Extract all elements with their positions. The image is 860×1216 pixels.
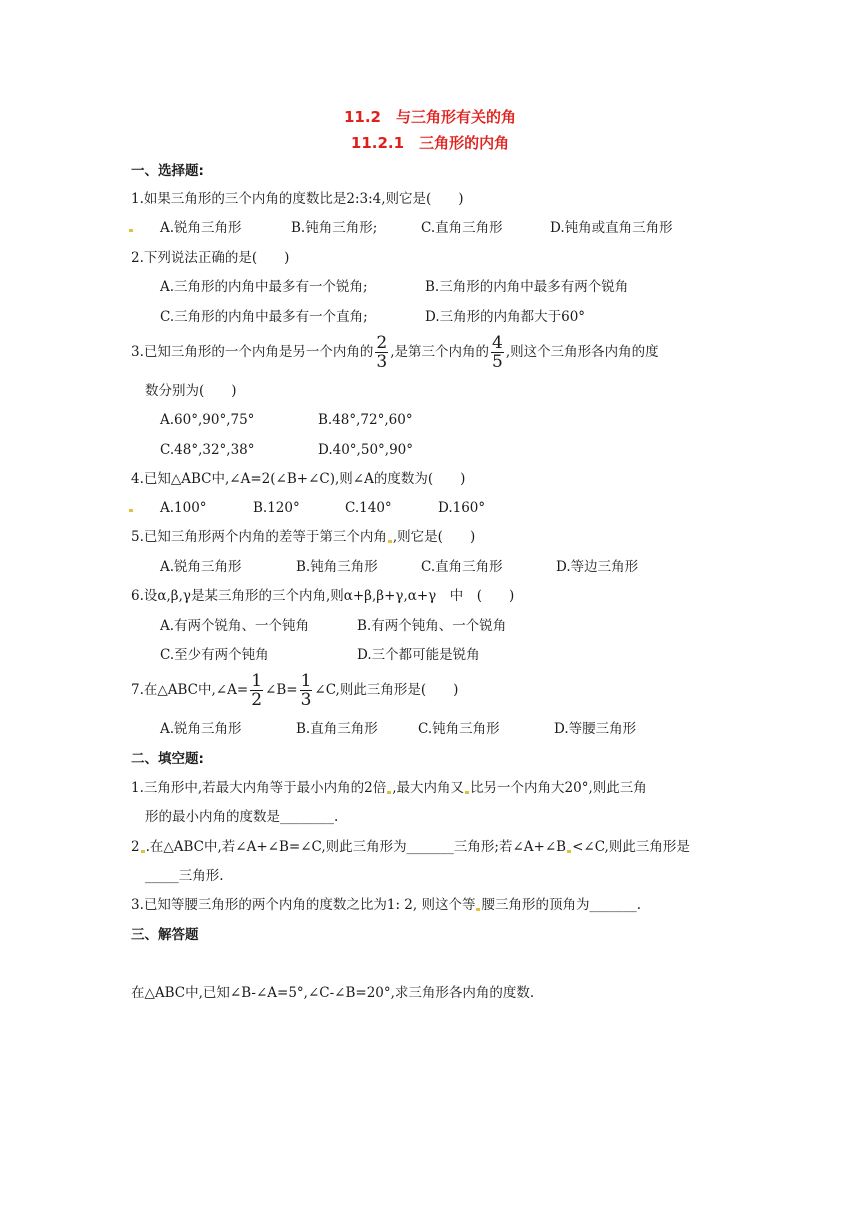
fraction: $\frac{1}{3}$ [300, 671, 312, 710]
q7-option-c: C.钝角三角形 [418, 721, 500, 737]
fraction: $\frac{2}{3}$ [376, 333, 388, 372]
q5-stem: 5.已知三角形两个内角的差等于第三个内角 ,则它是( ) [131, 529, 476, 545]
q3-option-d: D.40°,50°,90° [318, 442, 414, 458]
fraction: $\frac{1}{2}$ [251, 671, 263, 710]
q6-option-a: A.有两个锐角、一个钝角 [160, 618, 310, 634]
marker [129, 509, 133, 512]
section-choice-heading: 一、选择题: [131, 163, 204, 179]
marker [129, 229, 133, 232]
q6-option-c: C.至少有两个钝角 [160, 647, 269, 663]
q3-option-b: B.48°,72°,60° [318, 412, 413, 428]
f1-line2: 形的最小内角的度数是________. [145, 809, 339, 825]
marker [387, 791, 391, 794]
q2-option-d: D.三角形的内角都大于60° [425, 309, 586, 325]
q4-option-c: C.140° [345, 500, 392, 516]
fraction: $\frac{4}{5}$ [492, 333, 503, 372]
problem-text: 在△ABC中,已知∠B-∠A=5°,∠C-∠B=20°,求三角形各内角的度数. [131, 985, 535, 1001]
q7-option-b: B.直角三角形 [296, 721, 378, 737]
q3-stem: 3.已知三角形的一个内角是另一个内角的 $\frac{2}{3}$ ,是第三个内角的 $\frac{4}{5}$ ,则这个三角形各内角的度 [131, 333, 659, 372]
q3-option-a: A.60°,90°,75° [160, 412, 255, 428]
q3-stem-cont: 数分别为( ) [145, 383, 237, 399]
q7-stem: 7.在△ABC中,∠A= $\frac{1}{2}$ ∠B= $\frac{1}{3}$ ∠C,则此三角形是( ) [131, 671, 459, 710]
f2-line2: _____三角形. [145, 868, 224, 884]
f2-line1: 2 .在△ABC中,若∠A+∠B=∠C,则此三角形为_______三角形;若∠A+∠B <∠C,则此三角形是 [131, 839, 690, 855]
section-fill-heading: 二、填空题: [131, 751, 204, 767]
q1-stem: 1.如果三角形的三个内角的度数比是2:3:4,则它是( ) [131, 191, 464, 207]
marker [141, 850, 145, 853]
q6-option-b: B.有两个钝角、一个锐角 [357, 618, 507, 634]
q2-stem: 2.下列说法正确的是( ) [131, 250, 290, 266]
q1-option-d: D.钝角或直角三角形 [550, 220, 673, 236]
q4-stem: 4.已知△ABC中,∠A=2(∠B+∠C),则∠A的度数为( ) [131, 471, 466, 487]
marker [388, 540, 392, 543]
q7-option-d: D.等腰三角形 [554, 721, 637, 737]
marker [465, 791, 469, 794]
q3-option-c: C.48°,32°,38° [160, 442, 255, 458]
marker [476, 908, 480, 911]
q5-option-c: C.直角三角形 [421, 559, 503, 575]
page-subtitle: 11.2.1 三角形的内角 [350, 134, 510, 152]
q5-option-a: A.锐角三角形 [160, 559, 242, 575]
q4-option-a: A.100° [160, 500, 207, 516]
f3-line: 3.已知等腰三角形的两个内角的度数之比为1: 2, 则这个等 腰三角形的顶角为_______. [131, 897, 642, 913]
q4-option-b: B.120° [253, 500, 300, 516]
q1-option-c: C.直角三角形 [421, 220, 503, 236]
q6-option-d: D.三个都可能是锐角 [357, 647, 480, 663]
marker [567, 850, 571, 853]
q4-option-d: D.160° [438, 500, 486, 516]
q1-option-a: A.锐角三角形 [160, 220, 242, 236]
q1-option-b: B.钝角三角形; [291, 220, 378, 236]
q2-option-c: C.三角形的内角中最多有一个直角; [160, 309, 368, 325]
q7-option-a: A.锐角三角形 [160, 721, 242, 737]
q5-option-d: D.等边三角形 [556, 559, 639, 575]
q5-option-b: B.钝角三角形 [296, 559, 378, 575]
q6-stem: 6.设α,β,γ是某三角形的三个内角,则α+β,β+γ,α+γ 中 ( ) [131, 588, 515, 604]
section-answer-heading: 三、解答题 [131, 927, 199, 943]
page-title: 11.2 与三角形有关的角 [343, 108, 516, 126]
q2-option-a: A.三角形的内角中最多有一个锐角; [160, 279, 368, 295]
f1-line1: 1.三角形中,若最大内角等于最小内角的2倍 ,最大内角又 比另一个内角大20°,则此三角 [131, 780, 647, 796]
q2-option-b: B.三角形的内角中最多有两个锐角 [425, 279, 629, 295]
